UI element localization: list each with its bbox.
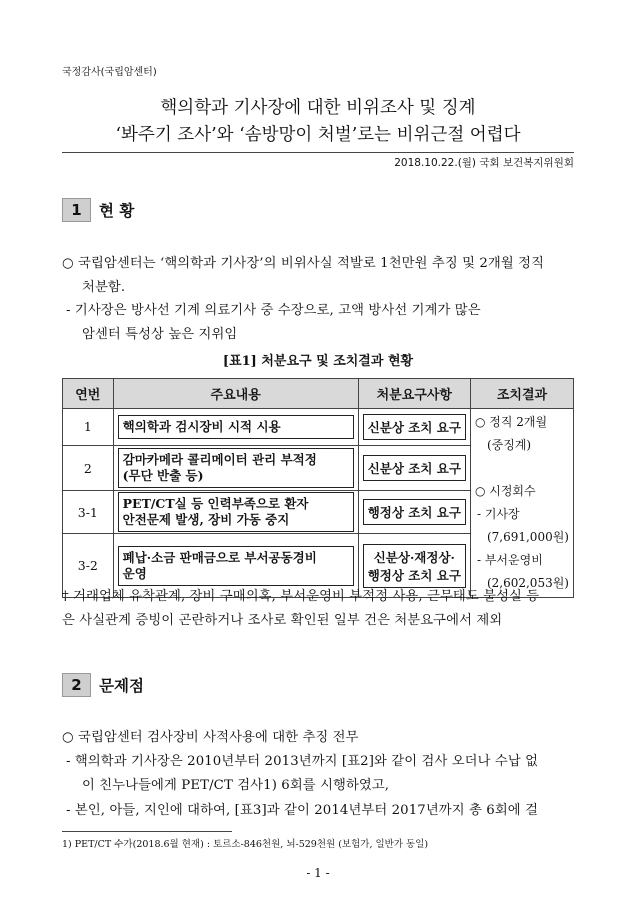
demand-text: 신분상·재정상· <box>373 549 455 565</box>
row-demand <box>358 491 470 534</box>
results-cell <box>470 409 573 598</box>
table-header-row <box>63 379 574 409</box>
header-label: 국정감사(국립암센터) <box>62 67 157 78</box>
content-box <box>118 492 354 532</box>
report-title-line2: ‘봐주기 조사’와 ‘솜방망이 처벌’로는 비위근절 어렵다 <box>115 125 521 145</box>
content-box <box>118 546 354 586</box>
result-line: - 부서운영비 <box>476 553 543 567</box>
footnote-divider <box>62 831 232 832</box>
row-content <box>113 445 358 490</box>
demand-box <box>363 455 466 481</box>
result-line: - 기사장 <box>476 507 520 521</box>
row-number: 3-2 <box>63 534 114 598</box>
content-text: 폐납·소금 판매금으로 부서공동경비 <box>122 549 317 565</box>
content-text: 운영 <box>122 565 147 581</box>
table-note: 은 사실관계 증빙이 곤란하거나 조사로 확인된 일부 건은 처분요구에서 제외 <box>62 613 503 628</box>
result-line: ○ 시정회수 <box>474 484 536 498</box>
column-header: 연번 <box>63 379 114 409</box>
content-text: 핵의학과 검시장비 시적 시용 <box>122 418 281 434</box>
row-number: 3-1 <box>63 491 114 534</box>
demand-text: 신분상 조치 요구 <box>367 461 461 477</box>
paragraph: 이 친누나들에게 PET/CT 검사1) 6회를 시행하였고, <box>82 778 390 793</box>
footnote: 1) PET/CT 수가(2018.6월 현재) : 토르소-846천원, 뇌-529천원 (보험가, 일반가 동일) <box>62 839 429 850</box>
column-header: 처분요구사항 <box>358 379 470 409</box>
content-text: PET/CT실 등 인력부족으로 환자 <box>122 496 309 512</box>
page-number: - 1 - <box>306 866 330 880</box>
demand-box <box>363 544 466 588</box>
table-row <box>63 409 574 446</box>
row-content <box>113 409 358 446</box>
content-box <box>118 448 354 488</box>
column-header: 주요내용 <box>113 379 358 409</box>
demand-text: 행정상 조치 요구 <box>367 505 461 521</box>
demand-box <box>363 499 466 525</box>
result-line: (7,691,000원) <box>486 530 569 544</box>
column-header: 조치결과 <box>470 379 573 409</box>
paragraph: 암센터 특성상 높은 지위임 <box>82 327 238 342</box>
section-heading-1 <box>62 198 134 222</box>
title-divider <box>62 152 574 153</box>
result-line <box>475 457 569 480</box>
disposition-table <box>62 378 574 598</box>
row-demand <box>358 445 470 490</box>
row-content <box>113 491 358 534</box>
demand-text: 신분상 조치 요구 <box>367 419 461 435</box>
content-text: 감마카메라 콜리메이터 관리 부적정 <box>122 452 317 468</box>
result-line: ○ 정직 2개월 <box>474 415 548 429</box>
demand-text: 행정상 조치 요구 <box>367 567 461 583</box>
section-number: 1 <box>62 198 91 222</box>
table-note: † 거래업체 유착관계, 장비 구매의혹, 부서운영비 부적정 사용, 근무태도 불성실 등 <box>62 589 540 604</box>
paragraph: - 기사장은 방사선 기계 의료기사 중 수장으로, 고액 방사선 기계가 많은 <box>66 303 481 318</box>
paragraph: - 본인, 아들, 지인에 대하여, [표3]과 같이 2014년부터 2017년까지 총 6회에 걸 <box>66 803 539 818</box>
paragraph: 처분함. <box>82 280 126 295</box>
result-line: (2,602,053원) <box>486 576 569 590</box>
date-line: 2018.10.22.(월) 국회 보건복지위원회 <box>394 157 574 169</box>
content-text: (무단 반출 등) <box>122 468 204 484</box>
paragraph: ○ 국립암센터는 ‘핵의학과 기사장’의 비위사실 적발로 1천만원 추징 및 2개월 정직 <box>62 256 545 271</box>
result-line: (중징계) <box>486 438 532 452</box>
table-caption: [표1] 처분요구 및 조치결과 현황 <box>222 354 414 369</box>
section-title: 현 황 <box>99 202 135 220</box>
demand-box <box>363 414 466 440</box>
row-number: 2 <box>63 445 114 490</box>
section-heading-2 <box>62 673 144 697</box>
report-title-line1: 핵의학과 기사장에 대한 비위조사 및 징계 <box>160 98 476 118</box>
row-number: 1 <box>63 409 114 446</box>
row-demand <box>358 409 470 446</box>
content-text: 안전문제 발생, 장비 가동 중지 <box>122 512 290 528</box>
content-box <box>118 415 354 439</box>
section-number: 2 <box>62 673 91 697</box>
section-title: 문제점 <box>99 677 144 695</box>
paragraph: - 핵의학과 기사장은 2010년부터 2013년까지 [표2]와 같이 검사 오더나 수납 없 <box>66 754 539 769</box>
paragraph: ○ 국립암센터 검사장비 사적사용에 대한 추징 전무 <box>62 730 359 745</box>
